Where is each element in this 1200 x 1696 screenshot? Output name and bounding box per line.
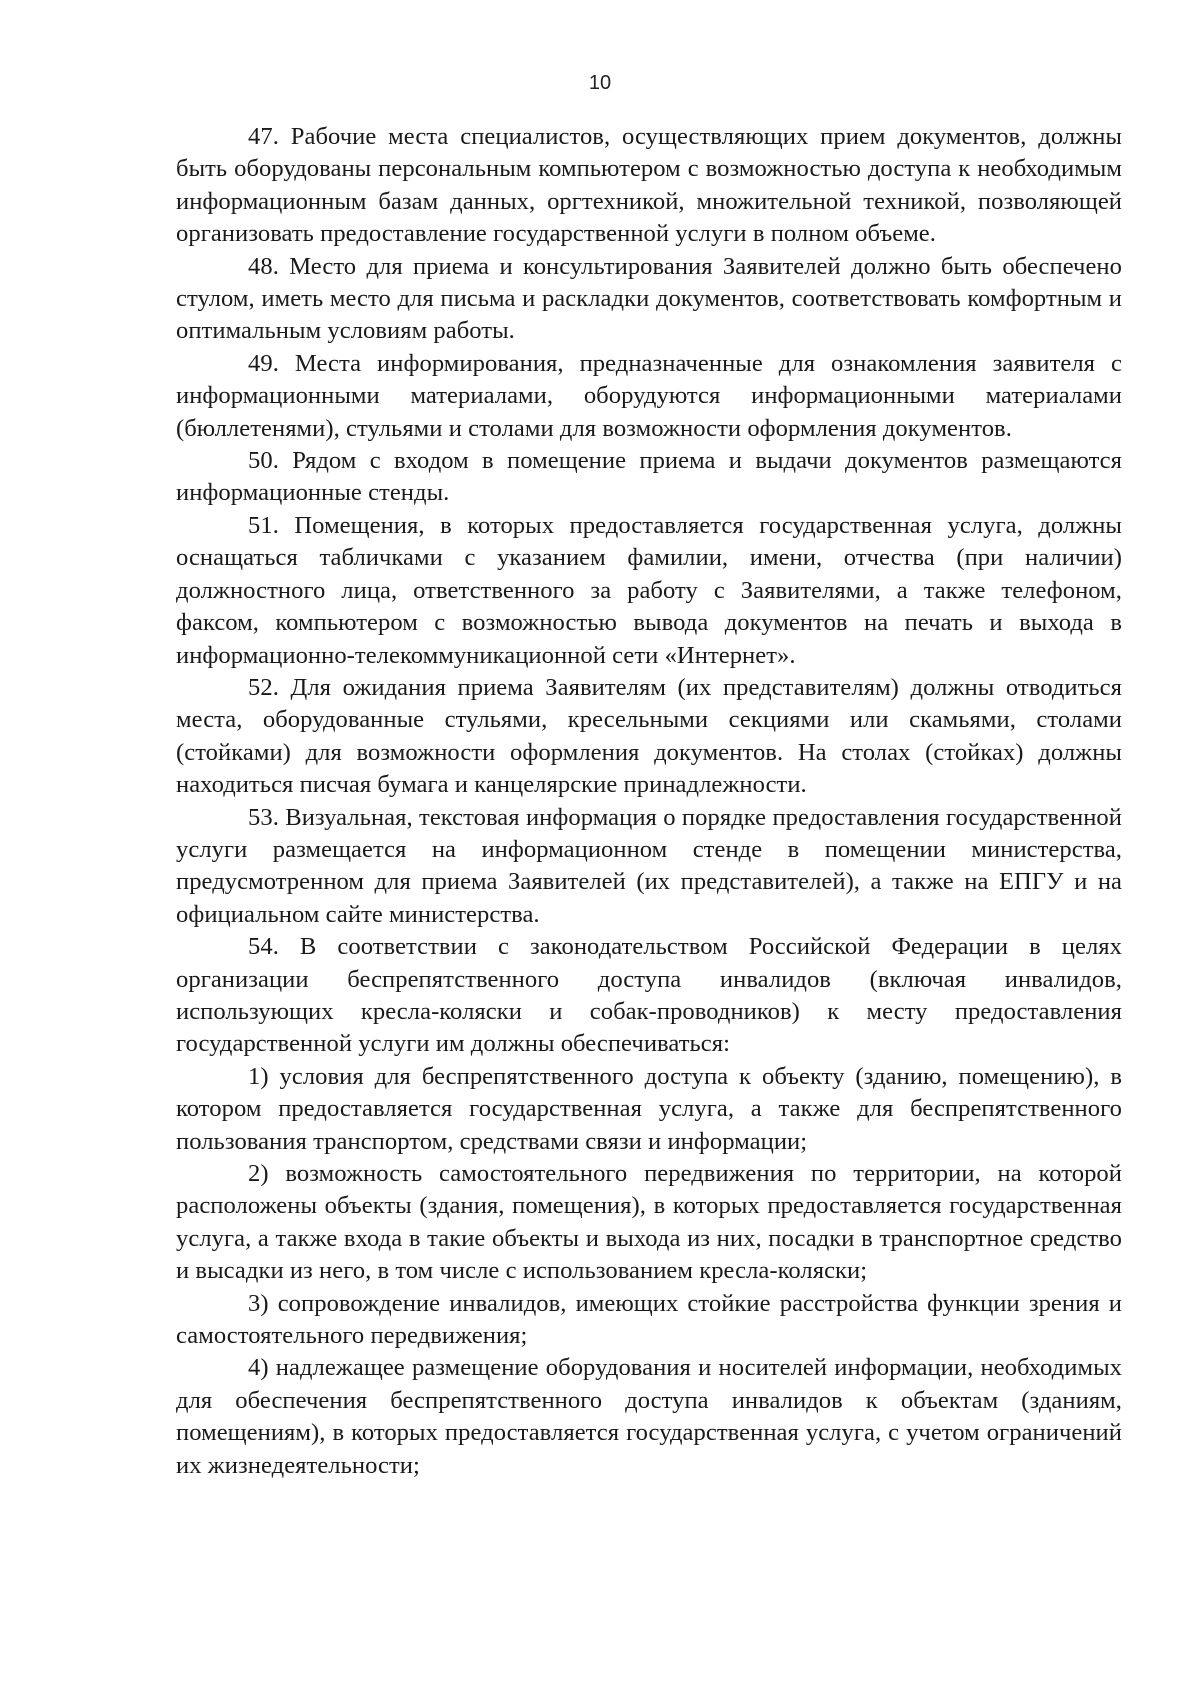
paragraph-49: 49. Места информирования, предназначенные для ознакомления заявителя с информационными материалами, оборудуются информационными материалами (бюллетенями), стульями и столами для возможности оформления документов. bbox=[176, 349, 1122, 442]
paragraph-54: 54. В соответствии с законодательством Российской Федерации в целях организации беспрепятственного доступа инвалидов (включая инвалидов, использующих кресла-коляски и собак-проводников) к месту предоставления государственной услуги им должны обеспечиваться: bbox=[176, 933, 1122, 1058]
paragraph-47: 47. Рабочие места специалистов, осуществляющих прием документов, должны быть оборудованы персональным компьютером с возможностью доступа к необходимым информационным базам данных, оргтехникой, множительной техникой, позволяющей организовать предоставление государственной услуги в полном объеме. bbox=[176, 123, 1122, 248]
paragraph-51: 51. Помещения, в которых предоставляется государственная услуга, должны оснащаться табличками с указанием фамилии, имени, отчества (при наличии) должностного лица, ответственного за работу с Заявителями, а также телефоном, факсом, компьютером с возможностью вывода документов на печать и выхода в информационно-телекоммуникационной сети «Интернет». bbox=[176, 511, 1122, 669]
list-item-2: 2) возможность самостоятельного передвижения по территории, на которой расположены объекты (здания, помещения), в которых предоставляется государственная услуга, а также входа в такие объекты и выхода из них, посадки в транспортное средство и высадки из него, в том числе с использованием кресла-коляски; bbox=[176, 1160, 1122, 1285]
paragraph-53: 53. Визуальная, текстовая информация о порядке предоставления государственной услуги размещается на информационном стенде в помещении министерства, предусмотренном для приема Заявителей (их представителей), а также на ЕПГУ и на официальном сайте министерства. bbox=[176, 803, 1122, 928]
page-number: 10 bbox=[588, 72, 612, 94]
paragraph-48: 48. Место для приема и консультирования Заявителей должно быть обеспечено стулом, иметь место для письма и раскладки документов, соответствовать комфортным и оптимальным условиям работы. bbox=[176, 252, 1122, 345]
paragraph-52: 52. Для ожидания приема Заявителям (их представителям) должны отводиться места, оборудованные стульями, кресельными секциями или скамьями, столами (стойками) для возможности оформления документов. На столах (стойках) должны находиться писчая бумага и канцелярские принадлежности. bbox=[176, 673, 1122, 799]
paragraph-50: 50. Рядом с входом в помещение приема и выдачи документов размещаются информационные стенды. bbox=[176, 447, 1122, 507]
list-item-4: 4) надлежащее размещение оборудования и носителей информации, необходимых для обеспечения беспрепятственного доступа инвалидов к объектам (зданиям, помещениям), в которых предоставляется государственная услуга, с учетом ограничений их жизнедеятельности; bbox=[176, 1354, 1122, 1479]
document-body bbox=[176, 121, 1122, 1482]
list-item-3: 3) сопровождение инвалидов, имеющих стойкие расстройства функции зрения и самостоятельного передвижения; bbox=[176, 1289, 1122, 1350]
list-item-1: 1) условия для беспрепятственного доступа к объекту (зданию, помещению), в котором предоставляется государственная услуга, а также для беспрепятственного пользования транспортом, средствами связи и информации; bbox=[176, 1062, 1122, 1155]
